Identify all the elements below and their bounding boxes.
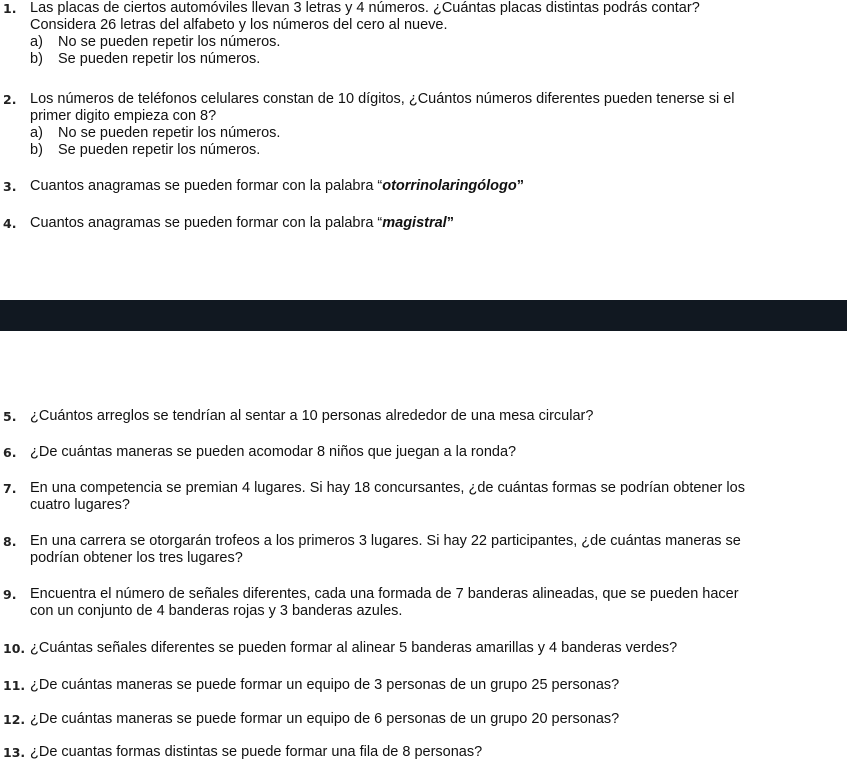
question-text: ¿De cuántas maneras se puede formar un equipo de 6 personas de un grupo 20 personas? bbox=[30, 711, 620, 727]
question-number: 9. bbox=[3, 587, 17, 602]
question-number: 8. bbox=[3, 534, 17, 549]
question-text: Los números de teléfonos celulares constan de 10 dígitos, ¿Cuántos números diferentes pueden tenerse si el bbox=[30, 91, 735, 107]
question-text: Cuantos anagramas se pueden formar con la palabra “magistral” bbox=[30, 215, 454, 231]
highlighted-word: otorrinolaringólogo bbox=[382, 178, 517, 194]
question-number: 6. bbox=[3, 445, 17, 460]
question-number: 3. bbox=[3, 179, 17, 194]
question-text: primer digito empieza con 8? bbox=[30, 108, 217, 124]
question-number: 2. bbox=[3, 92, 17, 107]
question-text: ¿De cuantas formas distintas se puede formar una fila de 8 personas? bbox=[30, 744, 483, 760]
question-number: 11. bbox=[3, 678, 26, 693]
question-text: cuatro lugares? bbox=[30, 497, 130, 513]
question-number: 10. bbox=[3, 641, 26, 656]
question-text: Considera 26 letras del alfabeto y los números del cero al nueve. bbox=[30, 17, 448, 33]
question-number: 5. bbox=[3, 409, 17, 424]
highlighted-word: magistral bbox=[382, 215, 447, 231]
question-text: ¿Cuántos arreglos se tendrían al sentar a 10 personas alrededor de una mesa circular? bbox=[30, 408, 594, 424]
sub-question-a: a) No se pueden repetir los números. bbox=[30, 34, 281, 50]
sub-question-b: b) Se pueden repetir los números. bbox=[30, 142, 261, 158]
sub-question-a: a) No se pueden repetir los números. bbox=[30, 125, 281, 141]
question-number: 12. bbox=[3, 712, 26, 727]
question-text: ¿De cuántas maneras se pueden acomodar 8 niños que juegan a la ronda? bbox=[30, 444, 517, 460]
question-text: podrían obtener los tres lugares? bbox=[30, 550, 243, 566]
question-number: 13. bbox=[3, 745, 26, 760]
question-text: ¿Cuántas señales diferentes se pueden formar al alinear 5 banderas amarillas y 4 banderas verdes? bbox=[30, 640, 678, 656]
question-text: ¿De cuántas maneras se puede formar un equipo de 3 personas de un grupo 25 personas? bbox=[30, 677, 620, 693]
question-number: 7. bbox=[3, 481, 17, 496]
question-text: En una competencia se premian 4 lugares. Si hay 18 concursantes, ¿de cuántas formas se podrían obtener los bbox=[30, 480, 745, 496]
question-text: Las placas de ciertos automóviles llevan 3 letras y 4 números. ¿Cuántas placas distintas podrás contar? bbox=[30, 0, 700, 16]
question-number: 1. bbox=[3, 1, 17, 16]
question-number: 4. bbox=[3, 216, 17, 231]
page-divider-band bbox=[0, 300, 847, 331]
question-text: Cuantos anagramas se pueden formar con la palabra “otorrinolaringólogo” bbox=[30, 178, 524, 194]
question-text: con un conjunto de 4 banderas rojas y 3 banderas azules. bbox=[30, 603, 403, 619]
question-text: En una carrera se otorgarán trofeos a los primeros 3 lugares. Si hay 22 participantes, ¿de cuántas maneras se bbox=[30, 533, 741, 549]
question-text: Encuentra el número de señales diferentes, cada una formada de 7 banderas alineadas, que se pueden hacer bbox=[30, 586, 739, 602]
sub-question-b: b) Se pueden repetir los números. bbox=[30, 51, 261, 67]
